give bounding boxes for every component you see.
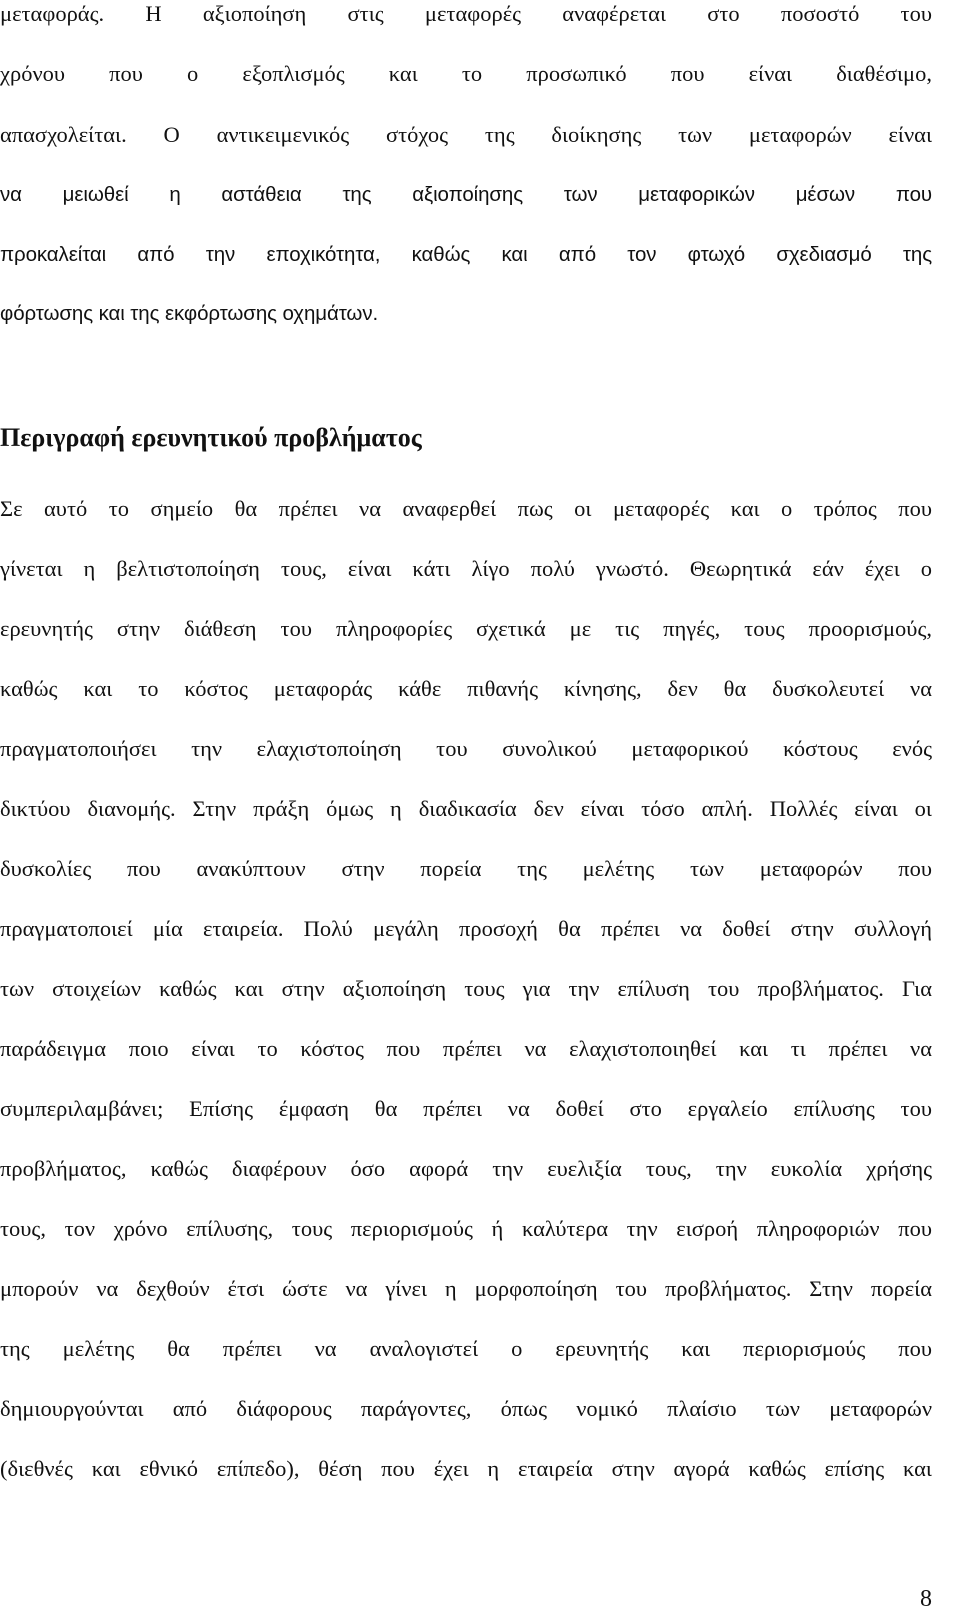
text-line: πραγματοποιεί μία εταιρεία. Πολύ μεγάλη προσοχή θα πρέπει να δοθεί στην συλλογή — [0, 916, 932, 941]
text-line: απασχολείται. Ο αντικειμενικός στόχος της διοίκησης των μεταφορών είναι — [0, 122, 932, 147]
text-line: χρόνου που ο εξοπλισμός και το προσωπικό που είναι διαθέσιμο, — [0, 61, 932, 86]
text-line: προβλήματος, καθώς διαφέρουν όσο αφορά την ευελιξία τους, την ευκολία χρήσης — [0, 1156, 932, 1181]
text-line: (διεθνές και εθνικό επίπεδο), θέση που έχει η εταιρεία στην αγορά καθώς επίσης και — [0, 1456, 932, 1481]
text-line: φόρτωσης και της εκφόρτωσης οχημάτων. — [0, 302, 379, 325]
text-line: μεταφοράς. Η αξιοποίηση στις μεταφορές αναφέρεται στο ποσοστό του — [0, 1, 932, 26]
text-line: δημιουργούνται από διάφορους παράγοντες, όπως νομικό πλαίσιο των μεταφορών — [0, 1396, 932, 1421]
section-heading: Περιγραφή ερευνητικού προβλήματος — [0, 423, 422, 452]
text-line: της μελέτης θα πρέπει να αναλογιστεί ο ερευνητής και περιορισμούς που — [0, 1336, 932, 1361]
text-line: να μειωθεί η αστάθεια της αξιοποίησης των μεταφορικών μέσων που — [0, 183, 932, 206]
text-line: προκαλείται από την εποχικότητα, καθώς και από τον φτωχό σχεδιασμό της — [0, 243, 932, 266]
text-line: Σε αυτό το σημείο θα πρέπει να αναφερθεί πως οι μεταφορές και ο τρόπος που — [0, 496, 932, 521]
text-line: πραγματοποιήσει την ελαχιστοποίηση του συνολικού μεταφορικού κόστους ενός — [0, 736, 932, 761]
text-line: μπορούν να δεχθούν έτσι ώστε να γίνει η μορφοποίηση του προβλήματος. Στην πορεία — [0, 1276, 932, 1301]
text-line: των στοιχείων καθώς και στην αξιοποίηση τους για την επίλυση του προβλήματος. Για — [0, 976, 932, 1001]
text-line: γίνεται η βελτιστοποίηση τους, είναι κάτι λίγο πολύ γνωστό. Θεωρητικά εάν έχει ο — [0, 556, 932, 581]
page-number: 8 — [920, 1586, 932, 1612]
text-line: ερευνητής στην διάθεση του πληροφορίες σχετικά με τις πηγές, τους προορισμούς, — [0, 616, 932, 641]
text-line: καθώς και το κόστος μεταφοράς κάθε πιθανής κίνησης, δεν θα δυσκολευτεί να — [0, 676, 932, 701]
text-line: δικτύου διανομής. Στην πράξη όμως η διαδικασία δεν είναι τόσο απλή. Πολλές είναι οι — [0, 796, 932, 821]
text-line: τους, τον χρόνο επίλυσης, τους περιορισμούς ή καλύτερα την εισροή πληροφοριών που — [0, 1216, 932, 1241]
text-line: δυσκολίες που ανακύπτουν στην πορεία της μελέτης των μεταφορών που — [0, 856, 932, 881]
text-line: παράδειγμα ποιο είναι το κόστος που πρέπει να ελαχιστοποιηθεί και τι πρέπει να — [0, 1036, 932, 1061]
text-line: συμπεριλαμβάνει; Επίσης έμφαση θα πρέπει να δοθεί στο εργαλείο επίλυσης του — [0, 1096, 932, 1121]
